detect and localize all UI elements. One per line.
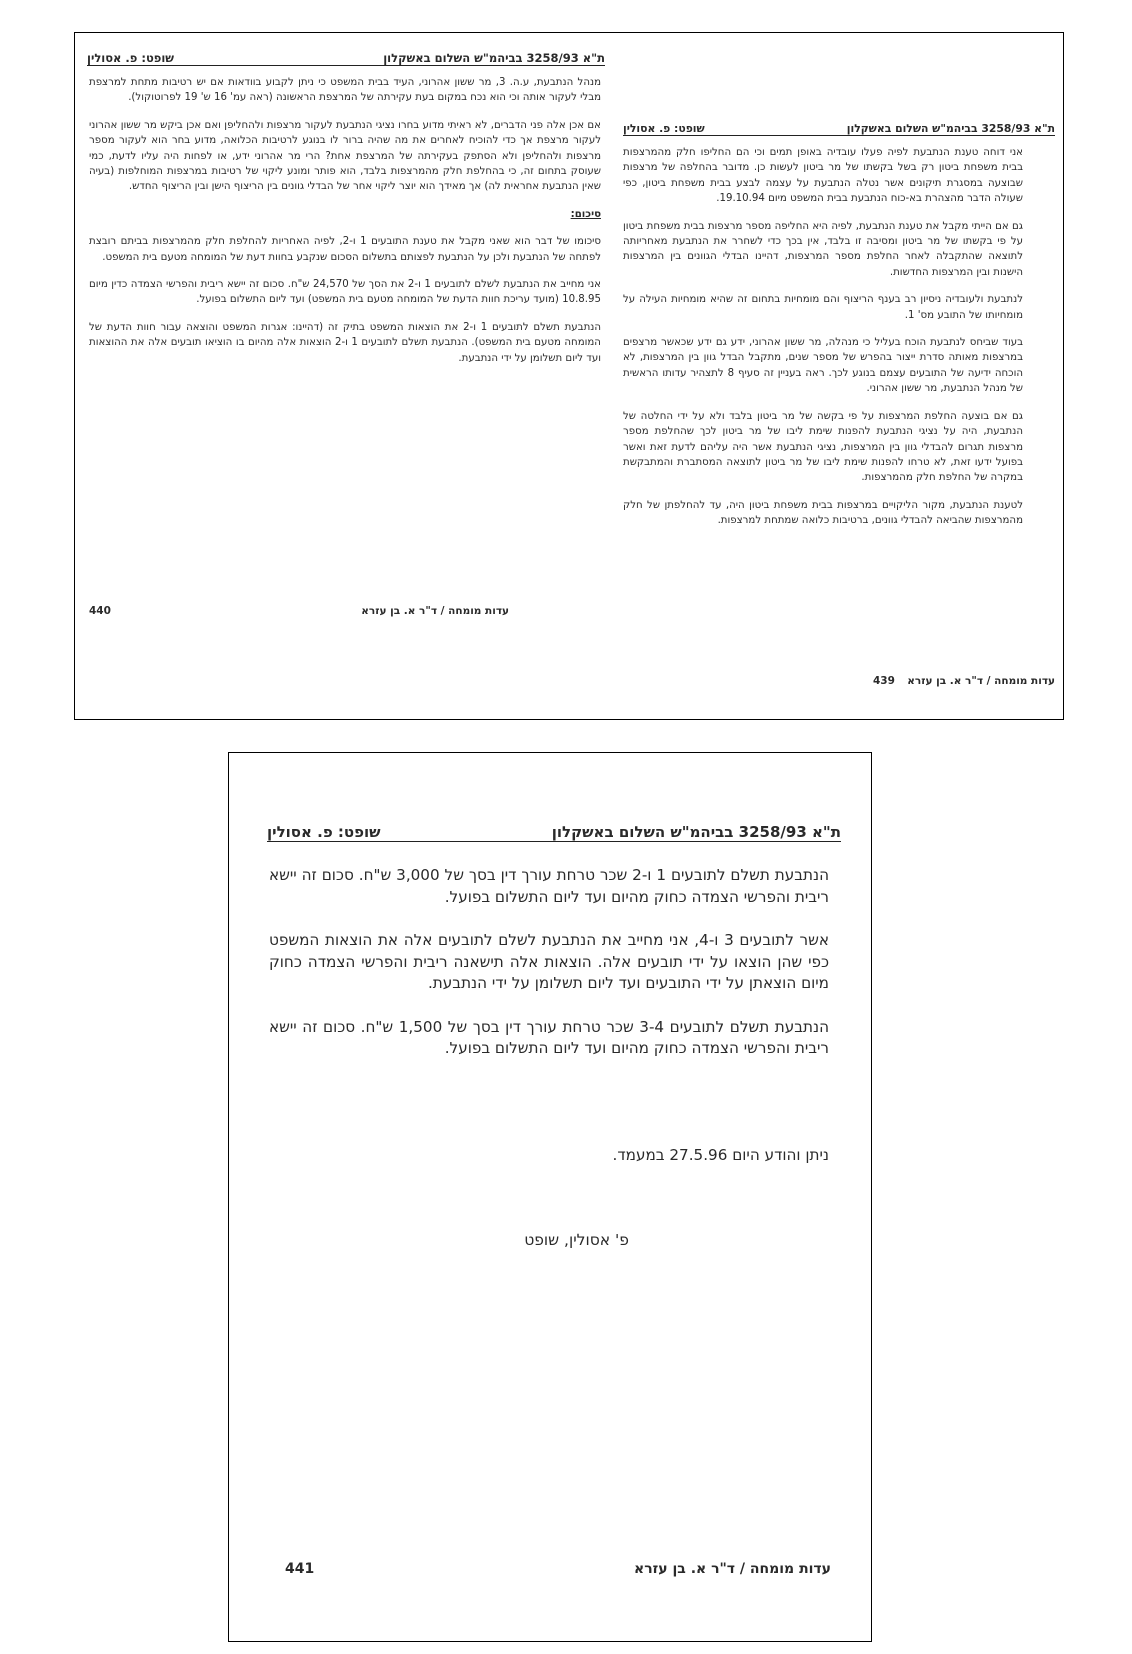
left-page-header <box>87 43 605 66</box>
bottom-page-body <box>269 865 829 1060</box>
right-header-judge: שופט: פ. אסולין <box>623 122 705 135</box>
bottom-scan-frame <box>228 752 872 1642</box>
bottom-header-judge: שופט: פ. אסולין <box>267 823 381 841</box>
bottom-footer-label: עדות מומחה / ד"ר א. בן עזרא <box>634 1561 831 1577</box>
bottom-paragraph-1: הנתבעת תשלם לתובעים 1 ו-2 שכר טרחת עורך דין בסך של 3,000 ש"ח. סכום זה יישא ריבית והפרשי הצמדה כחוק מהיום ועד ליום התשלום בפועל. <box>269 866 830 906</box>
left-page-body <box>89 75 601 366</box>
right-page-footer <box>623 675 1055 687</box>
left-paragraph-3: סיכומו של דבר הוא שאני מקבל את טענת התובעים 1 ו-2, לפיה האחריות להחלפת חלק מהמרצפות בביתם רובצת לפתחה של הנתבעת ולכן על הנתבעת לפצותם בתשלום הסכום שנקבע בחוות דעת של המומחה מטעם בית המשפט. <box>89 236 602 263</box>
bottom-header-case: ת"א 3258/93 בביהמ"ש השלום באשקלון <box>551 823 841 841</box>
top-scan-frame <box>74 32 1064 720</box>
right-page-number: 439 <box>873 675 895 687</box>
right-page-header <box>623 115 1055 136</box>
left-header-judge: שופט: פ. אסולין <box>87 51 175 65</box>
left-header-case: ת"א 3258/93 בביהמ"ש השלום באשקלון <box>383 51 605 65</box>
bottom-signature: פ' אסולין, שופט <box>524 1231 629 1249</box>
bottom-paragraph-2: אשר לתובעים 3 ו-4, אני מחייב את הנתבעת לשלם לתובעים אלה את הוצאות המשפט כפי שהן הוצאו על ידי תובעים אלה. הוצאות אלה תישאנה ריבית והפרשי הצמדה כחוק מיום הוצאתן על ידי התובעים ועד ליום תשלומן על ידי הנתבעת. <box>269 931 830 992</box>
left-footer-label: עדות מומחה / ד"ר א. בן עזרא <box>361 605 509 617</box>
left-page-number: 440 <box>89 605 111 617</box>
left-paragraph-2: אם אכן אלה פני הדברים, לא ראיתי מדוע בחרו נציגי הנתבעת לעקור מרצפות ולהחליפן ואם אכן ביקש מר ששון אהרוני לעקור מרצפת אך כדי להוכיח לאחרים את מה שהיה ברור לו בנוגע לרטיבות הכלואה, מדוע בחר הוא לעקור מספר מרצפות ולהחליפן ולא הסתפק בעקירתה של המרצפת אחת? הרי מר אהרוני ידע, או לפחות היה עליו לדעת, כמי שעוסק בתחום זה, כי בהחלפת חלק מהמרצפות בלבד, הוא פותר ומונע ליקוי של רטיבות במרצפות המוחלפות (בעיה שאין הנתבעת אחראית לה) אך מאידך הוא יוצר ליקוי אחר של הבדלי גוונים בין הריצוף הישן ובין הריצוף החדש. <box>89 119 601 193</box>
left-paragraph-1: מנהל הנתבעת, ע.ה. 3, מר ששון אהרוני, העיד בבית המשפט כי ניתן לקבוע בוודאות אם יש רטיבות מתחת למרצפת מבלי לעקור אותה וכי הוא נכח במקום בעת עקירתה של המרצפת הראשונה (ראה עמ' 16 ש' 19 לפרוטוקול). <box>89 77 601 104</box>
bottom-paragraph-3: הנתבעת תשלם לתובעים 3-4 שכר טרחת עורך דין בסך של 1,500 ש"ח. סכום זה יישא ריבית והפרשי הצמדה כחוק מהיום ועד ליום התשלום בפועל. <box>269 1017 830 1057</box>
right-paragraph-2: גם אם הייתי מקבל את טענת הנתבעת, לפיה היא החליפה מספר מרצפות בבית משפחת ביטון על פי בקשתו של מר ביטון ומסיבה זו בלבד, אין בכך כדי לשחרר את הנתבעת מאחריותה לתוצאה שהתקבלה לאחר החלפת מספר המרצפות, דהיינו הבדלי הגוונים בין המרצפות הישנות ובין המרצפות החדשות. <box>623 220 1023 278</box>
right-paragraph-5: גם אם בוצעה החלפת המרצפות על פי בקשה של מר ביטון בלבד ולא על ידי החלטה של הנתבעת, היה על נציגי הנתבעת להפנות שימת ליבו של מר ביטון לכך שהחלפת מספר מרצפות תגרום להבדלי גוון בין המרצפות, נציגי הנתבעת אשר היה עליהם לדעת זאת ואשר בפועל ידעו זאת, לא טרחו להפנות שימת ליבו של מר ביטון לתוצאה המסתברת והמתבקשת במקרה של החלפת חלק מהמרצפות. <box>623 410 1023 484</box>
right-paragraph-1: אני דוחה טענת הנתבעת לפיה פעלו עובדיה באופן תמים וכי הם החליפו חלק מהמרצפות בבית משפחת ביטון רק בשל בקשתו של מר ביטון לעשות כן. מדובר בהחלפה של מרצפות שבוצעה במסגרת תיקונים אשר נטלה הנתבעת על עצמה לבצע בבית משפחת ביטון, כפי שעולה הדבר מהצהרת בא-כוח הנתבעת בבית המשפט מיום 19.10.94. <box>623 147 1023 205</box>
right-footer-label: עדות מומחה / ד"ר א. בן עזרא <box>907 675 1055 687</box>
bottom-signature-block <box>269 1229 629 1251</box>
bottom-given-line <box>269 1145 829 1167</box>
left-page-footer <box>89 605 509 617</box>
bottom-page-number: 441 <box>285 1561 315 1577</box>
right-header-case: ת"א 3258/93 בביהמ"ש השלום באשקלון <box>846 122 1055 135</box>
bottom-page-footer <box>285 1561 831 1577</box>
right-paragraph-3: לנתבעת ולעובדיה ניסיון רב בענף הריצוף והם מומחיות בתחום זה שהיא מומחיות העילה על מומחיותו של התובע מס' 1. <box>623 294 1023 321</box>
right-paragraph-4: בעוד שביחס לנתבעת הוכח בעליל כי מנהלה, מר ששון אהרוני, ידע גם ידע שכאשר מרצפים במרצפות מאותה סדרת ייצור בהפרש של מספר שנים, מתקבל הבדל גוון בין המרצפות, לא הוכחה ידיעה של התובעים עצמם בנוגע לכך. ראה בעניין זה סעיף 8 לתצהיר עדותו הראשית של מנהל הנתבעת, מר ששון אהרוני. <box>623 337 1023 395</box>
left-paragraph-5: הנתבעת תשלם לתובעים 1 ו-2 את הוצאות המשפט בתיק זה (דהיינו: אגרות המשפט והוצאה עבור חוות הדעת של המומחה מטעם בית המשפט). הנתבעת תשלם לתובעים 1 ו-2 הוצאות אלה מהיום בו הוציאו תובעים אלה את ההוצאות ועד ליום תשלומן על ידי הנתבעת. <box>89 321 601 364</box>
left-paragraph-4: אני מחייב את הנתבעת לשלם לתובעים 1 ו-2 את הסך של 24,570 ש"ח. סכום זה יישא ריבית והפרשי הצמדה כדין מיום 10.8.95 (מועד עריכת חוות הדעת של המומחה מטעם בית המשפט) ועד ליום התשלום בפועל. <box>89 279 601 306</box>
right-paragraph-6: לטענת הנתבעת, מקור הליקויים במרצפות בבית משפחת ביטון היה, עד להחלפתן של חלק מהמרצפות שהביאה להבדלי גוונים, ברטיבות כלואה שמתחת למרצפות. <box>623 499 1023 527</box>
right-page-body <box>623 145 1023 529</box>
bottom-given-text: ניתן והודע היום 27.5.96 במעמד. <box>612 1146 829 1164</box>
bottom-page-header <box>267 811 841 842</box>
left-summary-heading: סיכום: <box>570 208 601 220</box>
